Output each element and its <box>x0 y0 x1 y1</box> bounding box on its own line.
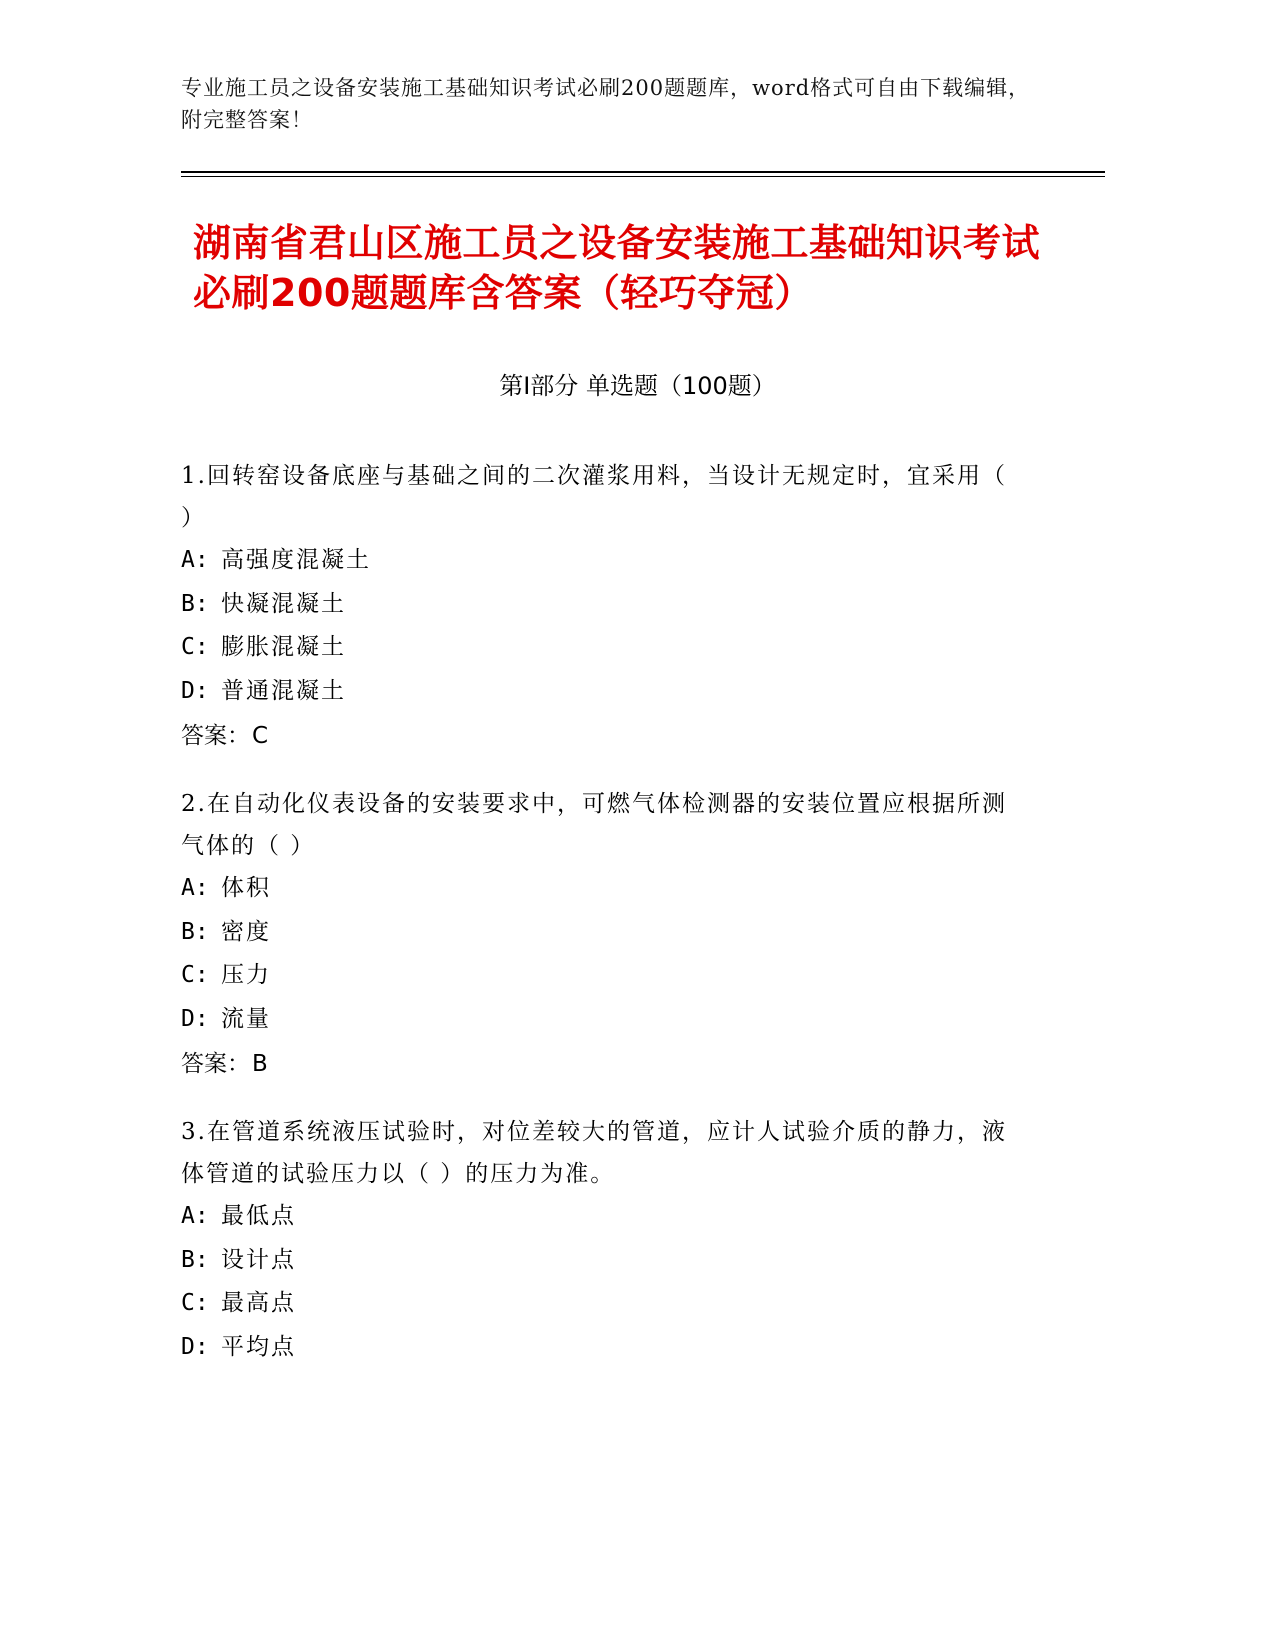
option-letter: B: <box>181 590 209 617</box>
option-text: 快凝混凝土 <box>221 590 346 617</box>
option-text: 平均点 <box>221 1333 296 1360</box>
option-letter: C: <box>181 634 209 660</box>
answer-label: 答案： <box>181 723 250 749</box>
option-text: 膨胀混凝土 <box>221 634 346 660</box>
option-b <box>181 911 1021 955</box>
question-1 <box>181 455 1021 759</box>
question-2 <box>181 783 1021 1087</box>
question-text: 3.在管道系统液压试验时，对位差较大的管道，应计人试验介质的静力，液体管道的试验压力以（ ）的压力为准。 <box>181 1119 1007 1187</box>
option-text: 体积 <box>221 875 271 901</box>
question-text: 2.在自动化仪表设备的安装要求中，可燃气体检测器的安装位置应根据所测气体的（ ） <box>181 791 1007 859</box>
answer-value: C <box>252 723 269 749</box>
option-letter: B: <box>181 918 209 945</box>
answer-line <box>181 713 1021 759</box>
answer-line <box>181 1041 1021 1087</box>
option-text: 设计点 <box>221 1246 296 1273</box>
option-a <box>181 1195 1021 1239</box>
option-text: 高强度混凝土 <box>221 547 371 573</box>
option-c <box>181 954 1021 998</box>
option-b <box>181 1239 1021 1283</box>
option-a <box>181 867 1021 911</box>
option-letter: B: <box>181 1246 209 1273</box>
option-text: 最低点 <box>221 1203 296 1229</box>
header-divider-thin <box>181 176 1105 177</box>
document-title: 湖南省君山区施工员之设备安装施工基础知识考试必刷200题题库含答案（轻巧夺冠） <box>193 221 1041 315</box>
header-note: 专业施工员之设备安装施工基础知识考试必刷200题题库，word格式可自由下载编辑，附完整答案！ <box>181 76 1031 132</box>
option-letter: A: <box>181 875 209 901</box>
option-text: 最高点 <box>221 1290 296 1316</box>
option-b <box>181 583 1021 627</box>
question-3 <box>181 1111 1021 1369</box>
option-letter: D: <box>181 1333 209 1360</box>
header-divider-thick <box>181 171 1105 173</box>
option-letter: D: <box>181 677 209 704</box>
answer-label: 答案： <box>181 1051 250 1077</box>
option-text: 压力 <box>221 962 271 988</box>
option-letter: C: <box>181 1290 209 1316</box>
option-text: 密度 <box>221 918 271 945</box>
section-heading: 第Ⅰ部分 单选题（100题） <box>499 372 776 400</box>
option-letter: A: <box>181 547 209 573</box>
option-d <box>181 998 1021 1042</box>
option-c <box>181 626 1021 670</box>
option-d <box>181 1326 1021 1370</box>
option-a <box>181 539 1021 583</box>
option-letter: A: <box>181 1203 209 1229</box>
question-list <box>181 455 1021 1393</box>
option-text: 流量 <box>221 1005 271 1032</box>
option-letter: C: <box>181 962 209 988</box>
option-c <box>181 1282 1021 1326</box>
answer-value: B <box>252 1051 268 1077</box>
question-text: 1.回转窑设备底座与基础之间的二次灌浆用料，当设计无规定时，宜采用（ ） <box>181 463 1007 531</box>
option-letter: D: <box>181 1005 209 1032</box>
option-text: 普通混凝土 <box>221 677 346 704</box>
option-d <box>181 670 1021 714</box>
